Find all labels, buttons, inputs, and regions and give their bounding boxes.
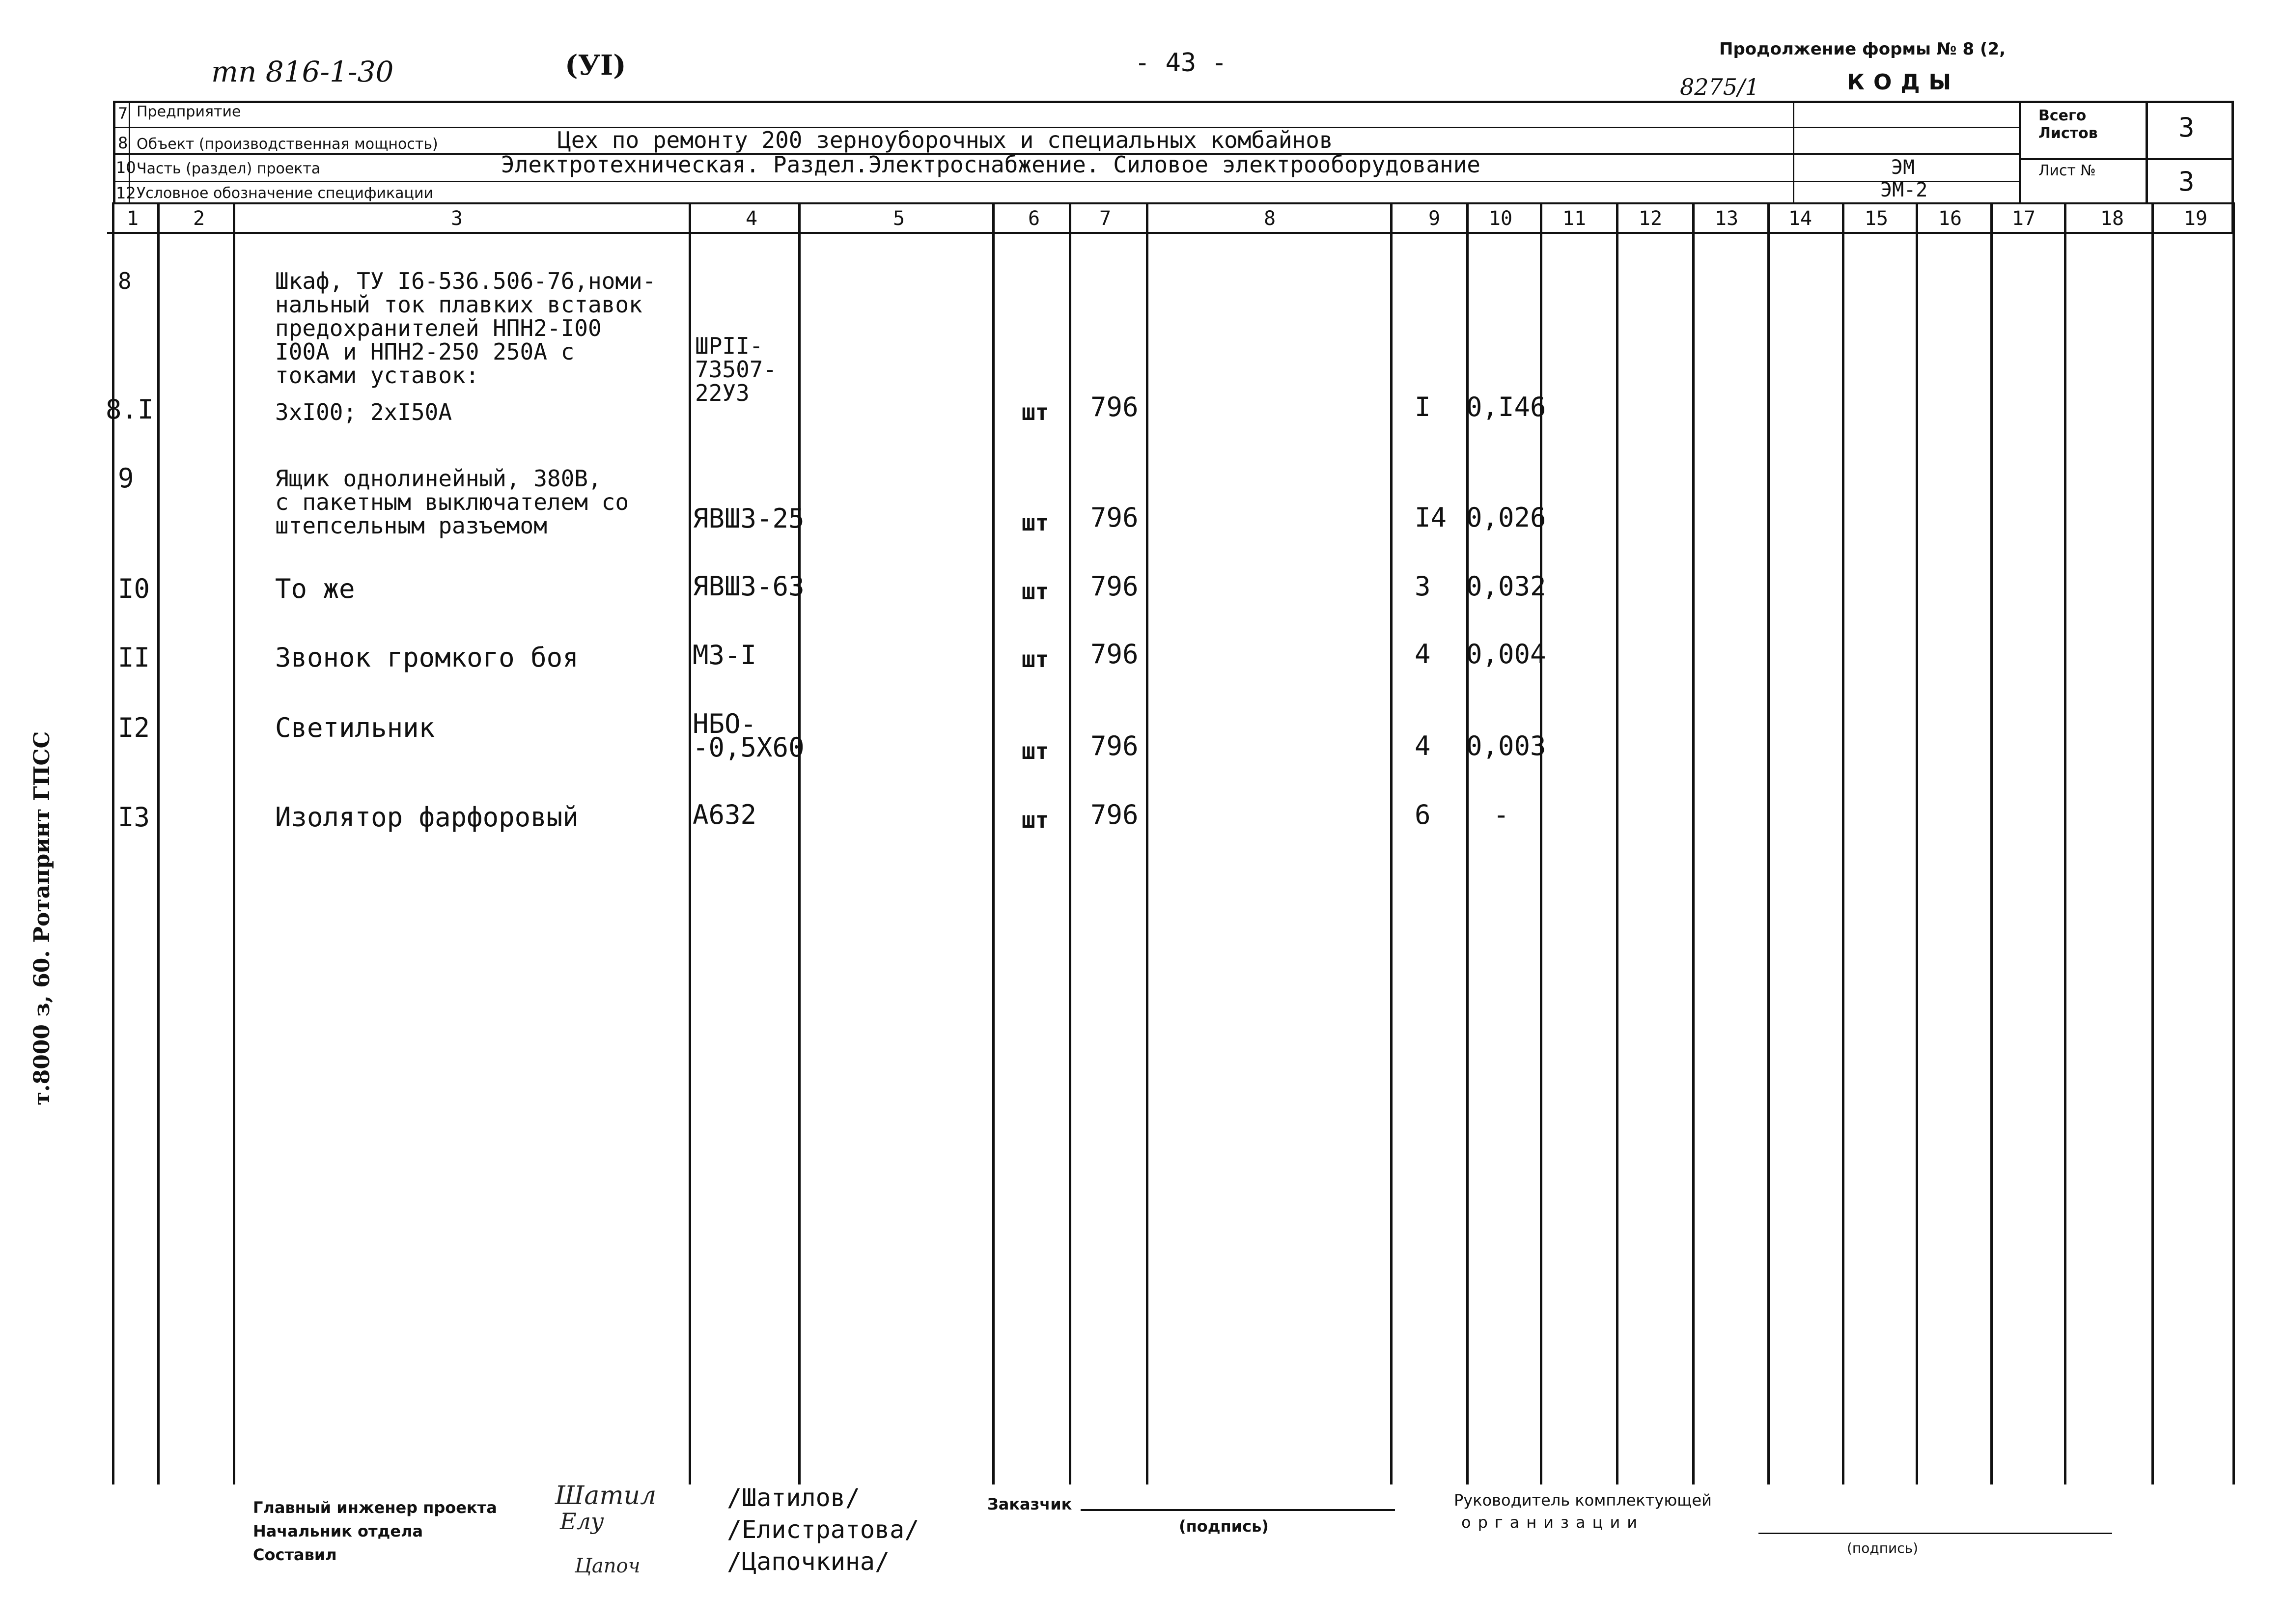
signature-department-head: Елу (560, 1508, 604, 1535)
row-designation: НБО- -0,5Х60 (693, 708, 805, 763)
row-quantity: I4 (1415, 502, 1447, 533)
column-number: 19 (2183, 207, 2208, 230)
name-chief-engineer: /Шатилов/ (727, 1484, 860, 1512)
total-sheets-value: 3 (2178, 112, 2195, 143)
code-value-em2: ЭМ-2 (1880, 179, 1928, 201)
row-weight: 0,026 (1466, 502, 1546, 533)
role-department-head: Начальник отдела (253, 1522, 423, 1540)
column-line (1390, 202, 1393, 1484)
header-row-label: Предприятие (137, 103, 241, 120)
row-quantity: I (1415, 392, 1431, 422)
row-unit: шт (1022, 399, 1049, 425)
header-row-num: 10 (116, 158, 136, 177)
column-line (1767, 202, 1770, 1484)
row-designation: ШРII- 73507- 22УЗ (695, 333, 777, 406)
column-line (2151, 202, 2154, 1484)
name-department-head: /Елистратова/ (727, 1515, 920, 1544)
continuation-note: Продолжение формы № 8 (2, (1719, 39, 2006, 59)
supplier-signature-caption: (подпись) (1847, 1540, 1919, 1556)
header-row-label: Часть (раздел) проекта (137, 160, 321, 177)
column-line (233, 202, 235, 1484)
row-number: 9 (118, 463, 134, 494)
column-line (1990, 202, 1993, 1484)
role-compiler: Составил (253, 1545, 337, 1564)
header-row-label: Условное обозначение спецификации (137, 185, 433, 202)
row-number: 8 (118, 268, 132, 294)
column-line (157, 202, 160, 1484)
column-number: 4 (745, 207, 758, 230)
row-description: Звонок громкого боя (275, 642, 579, 673)
row-unit-code: 796 (1090, 730, 1139, 761)
column-number: 11 (1562, 207, 1587, 230)
column-line (1069, 202, 1071, 1484)
row-unit-code: 796 (1090, 639, 1139, 670)
column-number: 1 (126, 207, 139, 230)
codes-divider (1793, 101, 1794, 204)
supplier-signature-line (1758, 1533, 2112, 1534)
column-number: 2 (193, 207, 205, 230)
row-unit: шт (1022, 646, 1049, 672)
row-description: Ящик однолинейный, 380В, с пакетным выключателем со штепсельным разъемом (275, 465, 629, 539)
sheets-divider (2019, 101, 2021, 204)
project-part-value: Электротехническая. Раздел.Электроснабжение. Силовое электрооборудование (501, 151, 1480, 178)
column-number: 17 (2011, 207, 2036, 230)
sheet-number-value: 3 (2178, 166, 2195, 197)
header-row-num: 8 (118, 134, 128, 152)
row-unit-code: 796 (1090, 571, 1139, 602)
row-designation: МЗ-I (693, 640, 757, 671)
column-line (1916, 202, 1918, 1484)
column-number: 14 (1788, 207, 1812, 230)
header-row-label: Объект (производственная мощность) (137, 136, 438, 153)
section-number: (УI) (565, 49, 626, 82)
column-number: 15 (1864, 207, 1889, 230)
row-unit: шт (1022, 807, 1049, 833)
row-quantity: 4 (1415, 639, 1431, 670)
column-line (992, 202, 995, 1484)
column-number: 16 (1938, 207, 1962, 230)
header-top-line (113, 101, 2234, 103)
row-unit: шт (1022, 738, 1049, 764)
row-weight: - (1493, 799, 1509, 830)
project-number: тп 816-1-30 (211, 55, 394, 88)
row-description: То же (275, 573, 355, 604)
column-number: 6 (1028, 207, 1040, 230)
print-note: т.8000 з, 60. Ротапринт ГПСС (29, 731, 55, 1105)
column-line (1146, 202, 1148, 1484)
column-line (1616, 202, 1618, 1484)
column-number: 8 (1263, 207, 1276, 230)
sheet-number-label: Лист № (2038, 162, 2096, 179)
row-description: Шкаф, ТУ I6-536.506-76,номи- нальный ток плавких вставок предохранителей НПН2-I00 I00А и НПН2-250 250А с токами уставок: (275, 268, 656, 389)
row-weight: 0,I46 (1466, 392, 1546, 422)
codes-title: КОДЫ (1847, 70, 1960, 95)
row-designation: ЯВШ3-25 (693, 503, 805, 534)
column-line (1842, 202, 1844, 1484)
row-number: II (118, 642, 150, 673)
row-weight: 0,003 (1466, 730, 1546, 761)
header-row-line-3 (113, 181, 2019, 182)
page-number: - 43 - (1135, 48, 1227, 78)
row-number: 8.I (106, 394, 154, 425)
total-sheets-label: Всего Листов (2038, 107, 2098, 142)
row-designation: А632 (693, 799, 757, 830)
column-line (689, 202, 691, 1484)
column-line (798, 202, 801, 1484)
signature-chief-engineer: Шатил (555, 1481, 657, 1511)
column-number: 18 (2100, 207, 2124, 230)
object-value: Цех по ремонту 200 зерноуборочных и специальных комбайнов (558, 127, 1333, 153)
row-unit-code: 796 (1090, 392, 1139, 422)
header-right-mid-line (2019, 158, 2234, 160)
code-value-em: ЭМ (1891, 156, 1915, 179)
row-unit: шт (1022, 578, 1049, 605)
row-unit: шт (1022, 509, 1049, 536)
customer-label: Заказчик (987, 1495, 1072, 1513)
handwritten-code: 8275/1 (1680, 74, 1759, 100)
header-row-num: 12 (116, 184, 136, 202)
row-weight: 0,004 (1466, 639, 1546, 670)
header-left-border (113, 101, 115, 204)
supplier-org-label: организации (1461, 1513, 1645, 1532)
customer-signature-line (1081, 1509, 1395, 1511)
column-number: 9 (1428, 207, 1441, 230)
row-number: I2 (118, 712, 150, 743)
column-number: 5 (892, 207, 905, 230)
customer-signature-caption: (подпись) (1179, 1517, 1269, 1536)
row-quantity: 3 (1415, 571, 1431, 602)
column-number: 13 (1714, 207, 1739, 230)
column-number: 3 (450, 207, 463, 230)
row-unit-code: 796 (1090, 799, 1139, 830)
column-line (2064, 202, 2066, 1484)
row-description: 3хI00; 2хI50А (275, 399, 452, 425)
column-line (2232, 202, 2235, 1484)
sheets-value-divider (2146, 101, 2148, 204)
supplier-head-label: Руководитель комплектующей (1454, 1491, 1712, 1510)
row-number: I3 (118, 802, 150, 833)
column-number: 12 (1638, 207, 1663, 230)
column-line (1692, 202, 1695, 1484)
column-number: 7 (1099, 207, 1112, 230)
row-unit-code: 796 (1090, 502, 1139, 533)
row-number: I0 (118, 573, 150, 604)
row-weight: 0,032 (1466, 571, 1546, 602)
header-row-num: 7 (118, 104, 128, 123)
row-quantity: 4 (1415, 730, 1431, 761)
row-description: Светильник (275, 712, 435, 743)
column-number: 10 (1488, 207, 1513, 230)
role-chief-engineer: Главный инженер проекта (253, 1498, 497, 1517)
row-designation: ЯВШ3-63 (693, 571, 805, 602)
name-compiler: /Цапочкина/ (727, 1547, 890, 1576)
row-quantity: 6 (1415, 799, 1431, 830)
signature-compiler: Цапоч (575, 1555, 641, 1577)
column-number-line (107, 232, 2234, 234)
row-description: Изолятор фарфоровый (275, 802, 579, 833)
